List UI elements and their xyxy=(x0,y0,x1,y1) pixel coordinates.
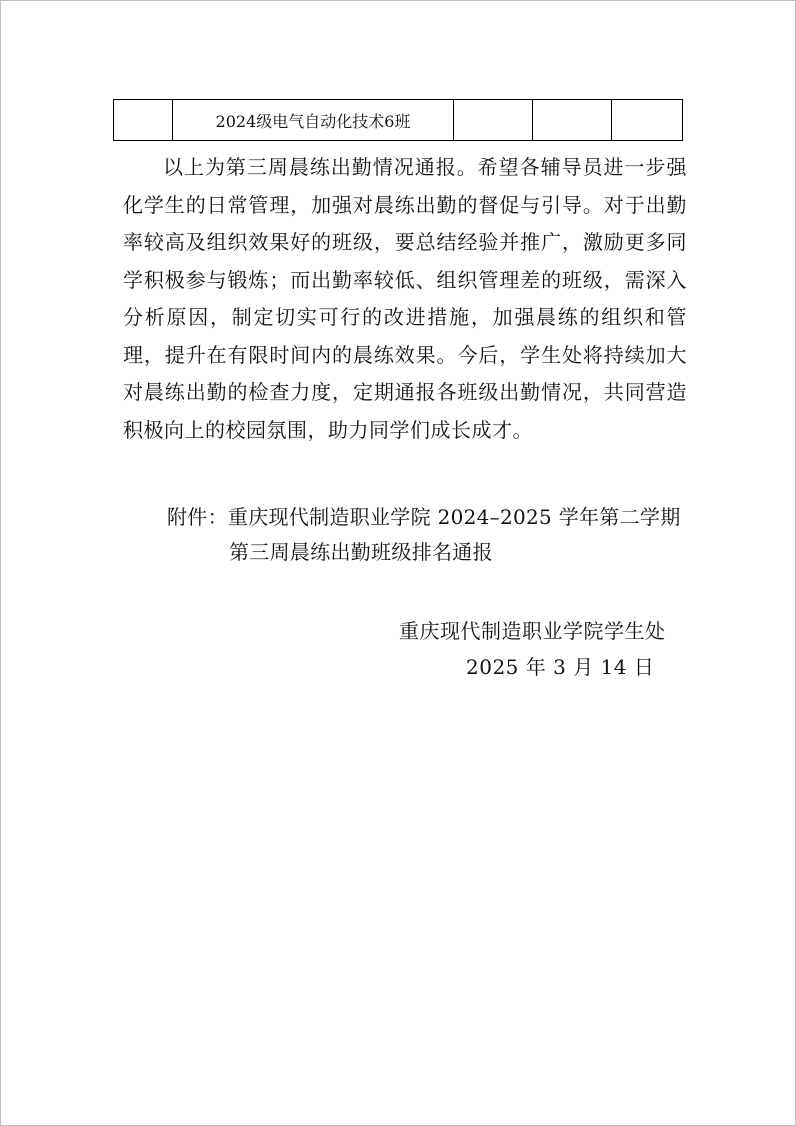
signature-date: 2025 年 3 月 14 日 xyxy=(466,655,655,679)
table-cell xyxy=(612,100,683,141)
table-cell-rank xyxy=(114,100,173,141)
table-cell xyxy=(454,100,533,141)
table-cell-class-name: 2024级电气自动化技术6班 xyxy=(173,100,454,141)
table-row xyxy=(114,100,683,141)
attachment-title-line1: 重庆现代制造职业学院 2024–2025 学年第二学期 xyxy=(227,505,681,529)
signature-organization: 重庆现代制造职业学院学生处 xyxy=(399,619,666,643)
attendance-table xyxy=(113,99,683,141)
attachment-label: 附件： xyxy=(167,505,228,529)
body-paragraph: 以上为第三周晨练出勤情况通报。希望各辅导员进一步强化学生的日常管理，加强对晨练出勤的督促与引导。对于出勤率较高及组织效果好的班级，要总结经验并推广，激励更多同学积极参与锻炼；而出勤率较低、组织管理差的班级，需深入分析原因，制定切实可行的改进措施，加强晨练的组织和管理，提升在有限时间内的晨练效果。今后，学生处将持续加大对晨练出勤的检查力度，定期通报各班级出勤情况，共同营造积极向上的校园氛围，助力同学们成长成才。 xyxy=(123,155,687,442)
attachment-note xyxy=(167,500,697,570)
notice-body xyxy=(123,149,687,449)
attachment-title-line2: 第三周晨练出勤班级排名通报 xyxy=(229,540,493,564)
table-cell xyxy=(533,100,612,141)
